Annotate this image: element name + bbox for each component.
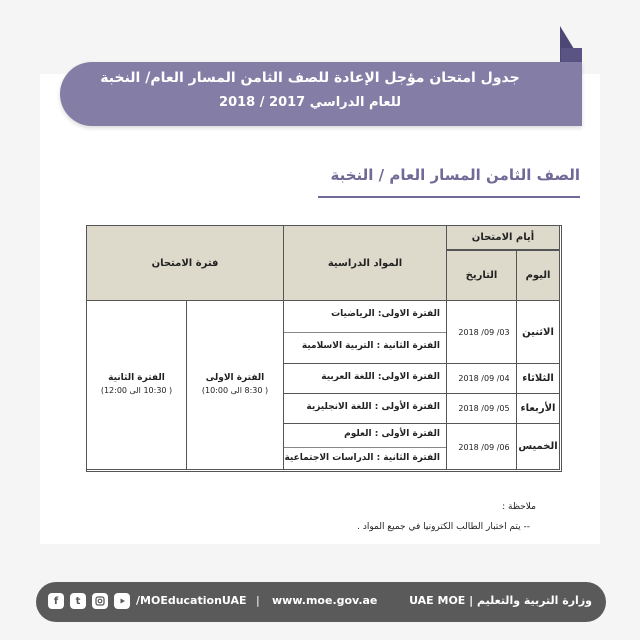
date-cell — [446, 423, 517, 470]
subjects-cell — [283, 300, 447, 364]
date-text: 2018 /09 /04 — [458, 374, 510, 383]
twitter-icon[interactable]: t — [70, 593, 86, 609]
date-text: 2018 /09 /05 — [458, 404, 510, 413]
subjects-cell — [283, 393, 447, 424]
footer-bar — [36, 582, 606, 622]
section-subtitle: الصف الثامن المسار العام / النخبة — [330, 166, 580, 184]
row-divider — [284, 332, 446, 333]
facebook-icon[interactable]: f — [48, 593, 64, 609]
website-link[interactable]: www.moe.gov.ae — [272, 594, 378, 607]
date-cell — [446, 363, 517, 394]
day-cell: الاثنين — [516, 300, 560, 364]
second-period-cell — [86, 300, 187, 470]
ministry-name: وزارة التربية والتعليم | UAE MOE — [409, 594, 592, 607]
page-title: جدول امتحان مؤجل الإعادة للصف الثامن المسار العام/ النخبة — [100, 70, 520, 86]
subject-item: الفترة الثانية : التربية الاسلامية — [301, 341, 440, 351]
date-text: 2018 /09 /03 — [458, 328, 510, 337]
header-day: اليوم — [516, 250, 560, 301]
note-label: ملاحظة : — [502, 502, 536, 512]
header-period: فترة الامتحان — [86, 225, 284, 301]
page-title-year: للعام الدراسي 2017 / 2018 — [219, 95, 401, 110]
subject-item: الفترة الاولى: اللغة العربية — [321, 372, 440, 382]
header-subjects: المواد الدراسية — [283, 225, 447, 301]
subjects-cell — [283, 363, 447, 394]
subject-item: الفترة الثانية : الدراسات الاجتماعية — [284, 453, 440, 463]
day-cell: الأربعاء — [516, 393, 560, 424]
date-cell — [446, 300, 517, 364]
first-period-name: الفترة الاولى — [205, 373, 265, 383]
note-text: -- يتم اختبار الطالب الكترونيا في جميع المواد . — [357, 522, 530, 532]
subject-item: الفترة الاولى: الرياضيات — [331, 309, 440, 319]
date-text: 2018 /09 /06 — [458, 443, 510, 452]
header-exam-days: أيام الامتحان — [446, 225, 560, 250]
instagram-icon[interactable] — [92, 593, 108, 609]
subtitle-underline — [318, 196, 580, 198]
footer-separator: | — [256, 594, 260, 607]
row-divider — [284, 447, 446, 448]
subjects-cell — [283, 423, 447, 470]
second-period-name: الفترة الثانية — [108, 373, 165, 383]
social-handle[interactable]: /MOEducationUAE — [136, 594, 247, 607]
date-cell — [446, 393, 517, 424]
youtube-icon[interactable] — [114, 593, 130, 609]
header-date: التاريخ — [446, 250, 517, 301]
day-cell: الثلاثاء — [516, 363, 560, 394]
subject-item: الفترة الأولى : العلوم — [344, 429, 440, 439]
second-period-time: ( 10:30 الى 12:00) — [100, 386, 173, 395]
day-cell: الخميس — [516, 423, 560, 470]
first-period-cell — [186, 300, 284, 470]
first-period-time: ( 8:30 الى 10:00) — [201, 386, 269, 395]
subject-item: الفترة الأولى : اللغة الانجليزية — [306, 402, 440, 412]
